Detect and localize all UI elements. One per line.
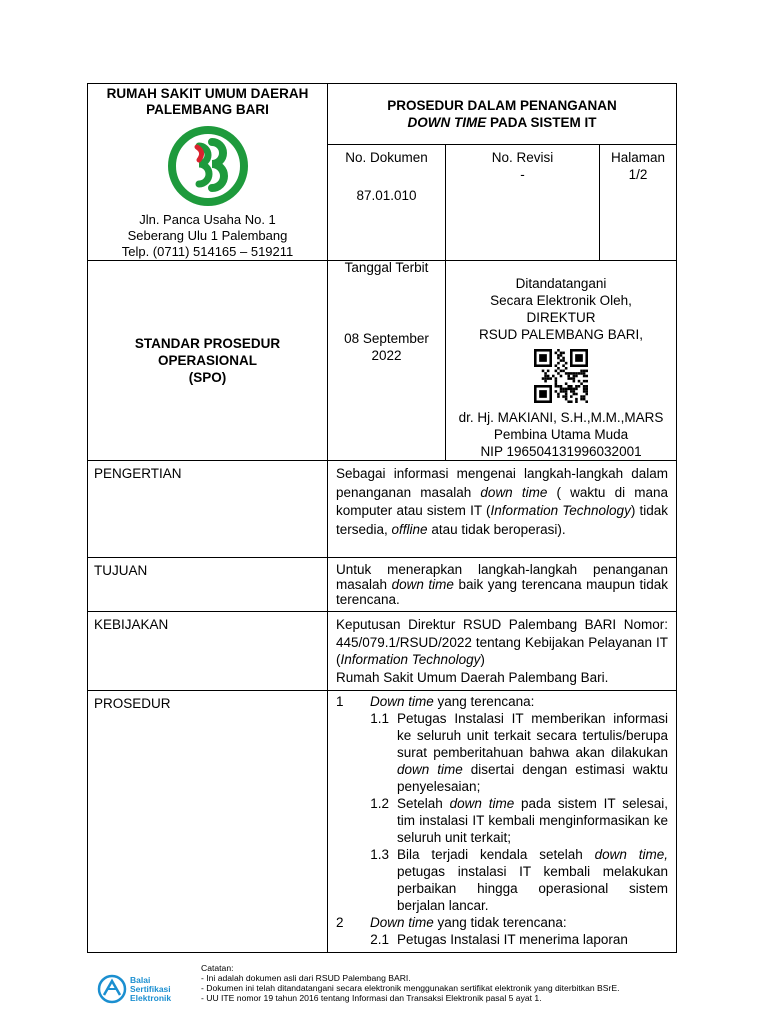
hospital-header-cell <box>88 84 328 261</box>
tujuan-label: TUJUAN <box>88 558 328 612</box>
kebijakan-content: Keputusan Direktur RSUD Palembang BARI Nomor: 445/079.1/RSUD/2022 tentang Kebijakan Pelayanan IT (Information Technology) Rumah Sakit Umum Daerah Palembang Bari. <box>328 612 677 691</box>
step-2: 2 Down time yang tidak terencana: <box>336 915 567 930</box>
document-title: PROSEDUR DALAM PENANGANAN DOWN TIME PADA SISTEM IT <box>328 84 677 145</box>
bsre-line1: Balai <box>130 975 151 985</box>
kebijakan-label: KEBIJAKAN <box>88 612 328 691</box>
prosedur-content <box>328 691 677 953</box>
step-2-1: 2.1 Petugas Instalasi IT menerima laporan <box>370 932 628 947</box>
pengertian-label: PENGERTIAN <box>88 461 328 558</box>
pengertian-content: Sebagai informasi mengenai langkah-langkah dalam penanganan masalah down time ( waktu di mana komputer atau sistem IT (Information Technology) tidak tersedia, offline atau tidak beroperasi). <box>328 461 677 558</box>
step-1-2: 1.2 Setelah down time pada sistem IT selesai, tim instalasi IT kembali menginformasikan ke seluruh unit terkait; <box>370 796 669 845</box>
signature-cell: Ditandatangani Secara Elektronik Oleh, DIREKTUR RSUD PALEMBANG BARI, dr. Hj. MAKIANI, S.H.,M.M.,MARS Pembina Utama Muda NIP 196504131996032001 <box>446 261 677 461</box>
spo-label-cell: STANDAR PROSEDUR OPERASIONAL (SPO) <box>88 261 328 461</box>
no-dokumen-cell: No. Dokumen 87.01.010 <box>328 145 446 261</box>
signer-rank: Pembina Utama Muda <box>493 427 629 442</box>
no-revisi-cell: No. Revisi - <box>446 145 600 261</box>
tanggal-terbit-cell: Tanggal Terbit 08 September 2022 <box>328 261 446 461</box>
signer-nip: NIP 196504131996032001 <box>480 444 642 459</box>
signer-name: dr. Hj. MAKIANI, S.H.,M.M.,MARS <box>458 410 664 425</box>
step-1: 1 Down time yang terencana: <box>336 694 535 709</box>
bsre-line3: Elektronik <box>130 993 172 1003</box>
spo-table <box>87 83 677 953</box>
hospital-name: RUMAH SAKIT UMUM DAERAH PALEMBANG BARI <box>106 86 309 117</box>
hospital-address: Jln. Panca Usaha No. 1 Seberang Ulu 1 Palembang Telp. (0711) 514165 – 519211 <box>121 212 294 259</box>
tujuan-content: Untuk menerapkan langkah-langkah penanganan masalah down time baik yang terencana maupun tidak terencana. <box>328 558 677 612</box>
hospital-logo <box>154 124 262 208</box>
footer-notes: Catatan: - Ini adalah dokumen asli dari RSUD Palembang BARI. - Dokumen ini telah ditandatangani secara elektronik menggunakan sertifikat elektronik yang diterbitkan BSrE. - UU ITE nomor 19 tahun 2016 tentang Informasi dan Transaksi Elektronik pasal 5 ayat 1. <box>201 963 620 1003</box>
bsre-line2: Sertifikasi <box>130 984 171 994</box>
prosedur-label: PROSEDUR <box>88 691 328 953</box>
bsre-logo <box>96 969 192 1009</box>
halaman-cell: Halaman 1/2 <box>600 145 677 261</box>
qr-code <box>534 349 588 403</box>
step-1-3: 1.3 Bila terjadi kendala setelah down time, petugas instalasi IT kembali melakukan perbaikan hingga operasional sistem berjalan lancar. <box>370 847 669 913</box>
step-1-1: 1.1 Petugas Instalasi IT memberikan informasi ke seluruh unit terkait secara tertulis/berupa surat pemberitahuan bahwa akan dilakukan down time disertai dengan estimasi waktu penyelesaian; <box>370 711 669 794</box>
